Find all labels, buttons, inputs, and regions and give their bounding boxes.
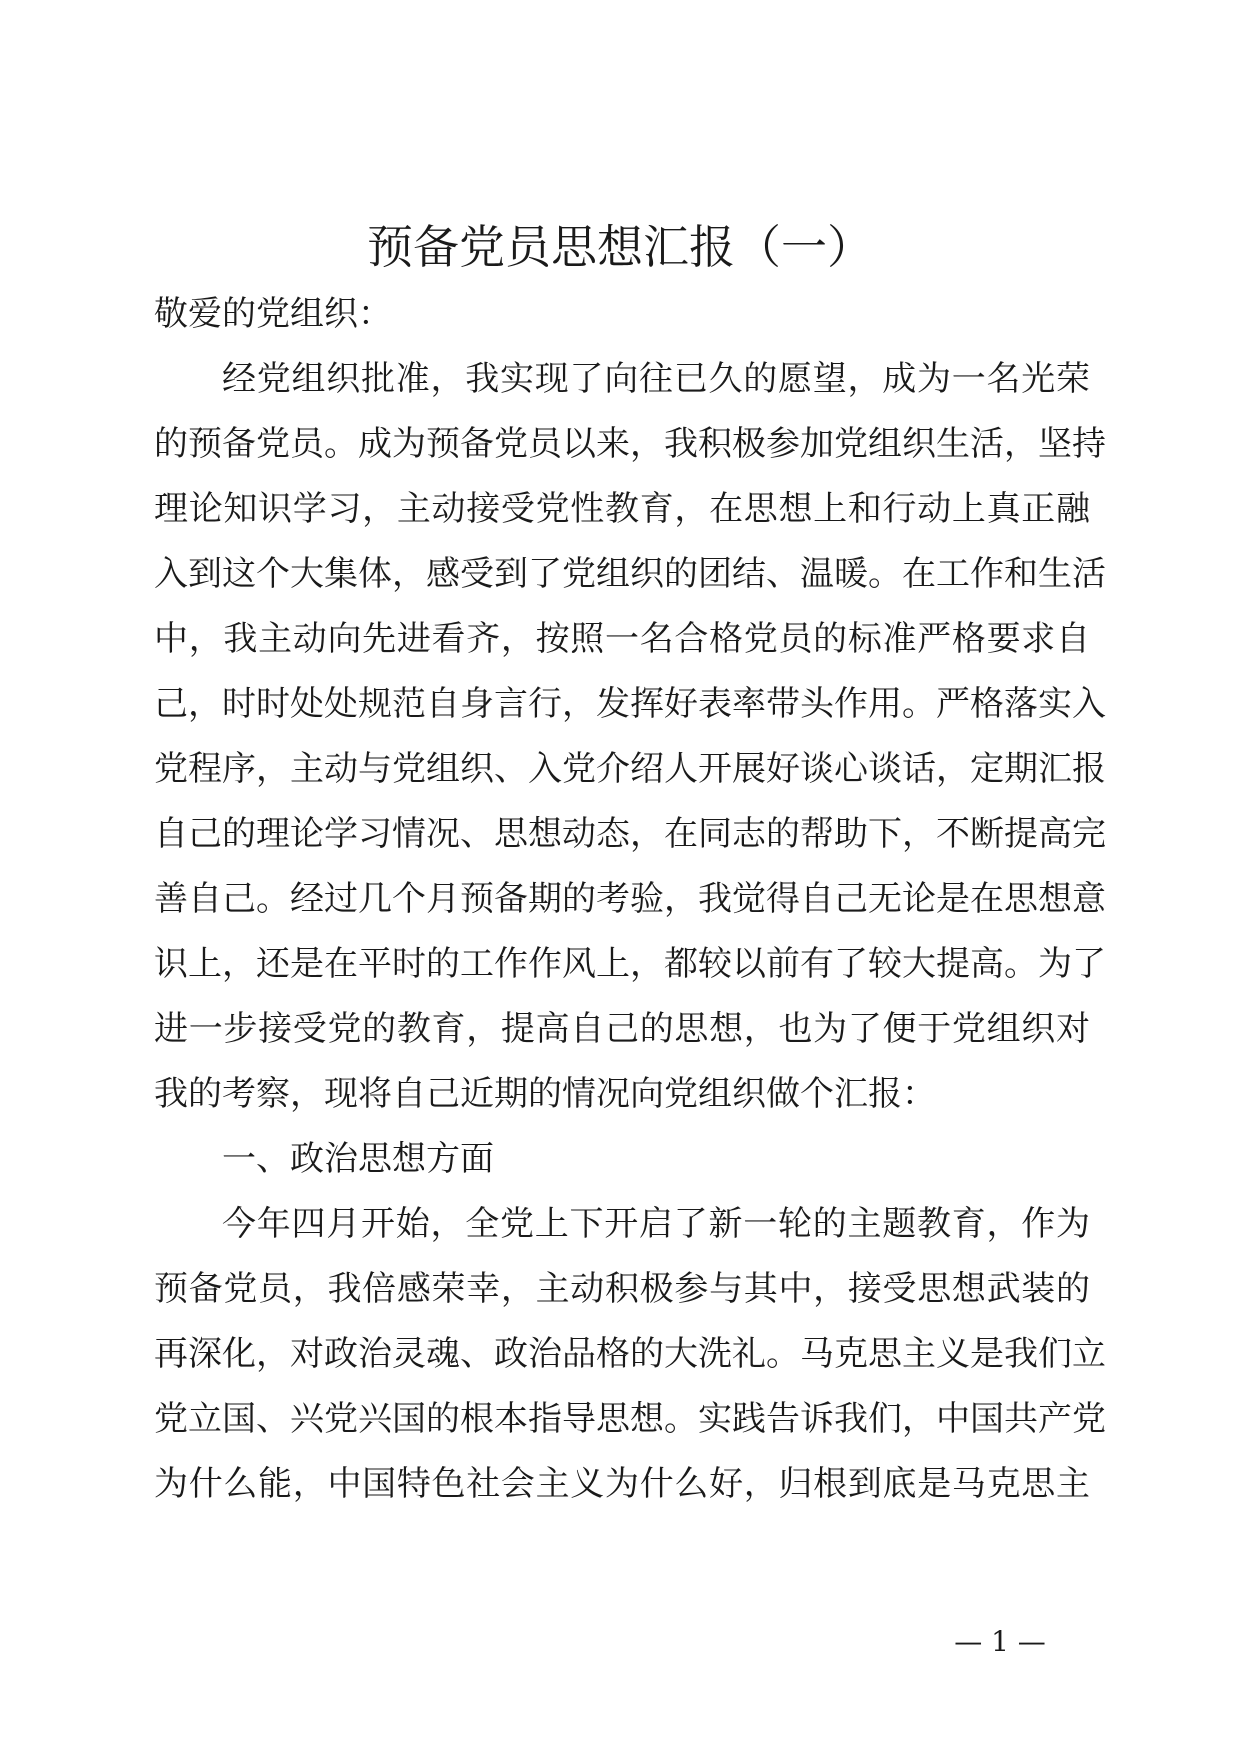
salutation-line: 敬爱的党组织： — [154, 294, 392, 334]
paragraph-line: 党程序，主动与党组织、入党介绍人开展好谈心谈话，定期汇报 — [154, 749, 1106, 789]
paragraph-line: 我的考察，现将自己近期的情况向党组织做个汇报： — [154, 1074, 936, 1114]
document-body — [154, 282, 1106, 1517]
paragraph-line: 理论知识学习，主动接受党性教育，在思想上和行动上真正融 — [154, 489, 1090, 529]
paragraph-line: 预备党员，我倍感荣幸，主动积极参与其中，接受思想武装的 — [154, 1269, 1090, 1309]
paragraph-line: 的预备党员。成为预备党员以来，我积极参加党组织生活，坚持 — [154, 424, 1106, 464]
paragraph-line: 入到这个大集体，感受到了党组织的团结、温暖。在工作和生活 — [154, 554, 1106, 594]
paragraph-line: 今年四月开始，全党上下开启了新一轮的主题教育，作为 — [222, 1204, 1090, 1244]
paragraph-line: 自己的理论学习情况、思想动态，在同志的帮助下，不断提高完 — [154, 814, 1106, 854]
paragraph-line: 进一步接受党的教育，提高自己的思想，也为了便于党组织对 — [154, 1009, 1090, 1049]
paragraph-line: 党立国、兴党兴国的根本指导思想。实践告诉我们，中国共产党 — [154, 1399, 1106, 1439]
paragraph-line: 己，时时处处规范自身言行，发挥好表率带头作用。严格落实入 — [154, 684, 1106, 724]
page-number: — 1 — — [954, 1625, 1046, 1658]
paragraph-line: 中，我主动向先进看齐，按照一名合格党员的标准严格要求自 — [154, 619, 1090, 659]
paragraph-line: 为什么能，中国特色社会主义为什么好，归根到底是马克思主 — [154, 1464, 1090, 1504]
document-title: 预备党员思想汇报（一） — [367, 220, 873, 274]
paragraph-line: 再深化，对政治灵魂、政治品格的大洗礼。马克思主义是我们立 — [154, 1334, 1106, 1374]
section-heading: 一、政治思想方面 — [222, 1139, 494, 1179]
paragraph-line: 经党组织批准，我实现了向往已久的愿望，成为一名光荣 — [222, 359, 1090, 399]
paragraph-line: 善自己。经过几个月预备期的考验，我觉得自己无论是在思想意 — [154, 879, 1106, 919]
paragraph-line: 识上，还是在平时的工作作风上，都较以前有了较大提高。为了 — [154, 944, 1106, 984]
